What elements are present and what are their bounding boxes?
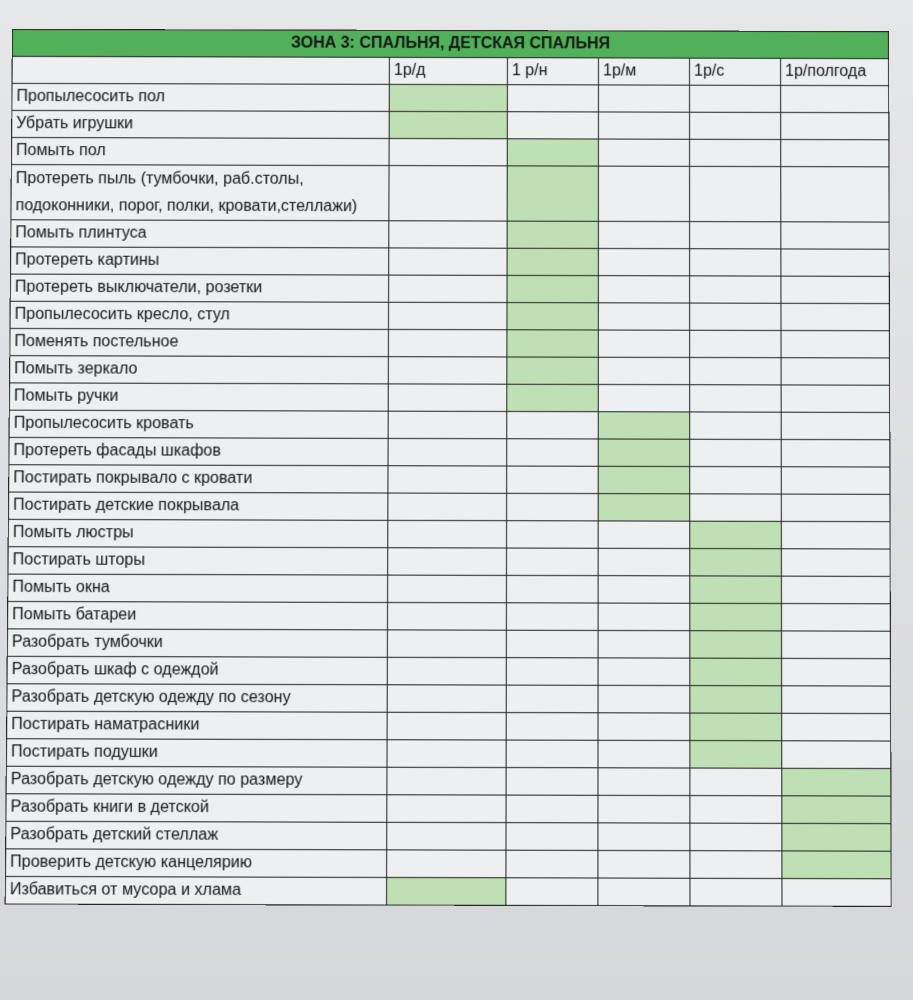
column-header-seasonal: 1р/с	[690, 58, 781, 85]
frequency-cell-weekly	[507, 85, 598, 112]
column-header-half-year: 1р/полгода	[781, 58, 889, 85]
table-row	[12, 83, 889, 112]
frequency-cell-weekly	[507, 384, 598, 411]
frequency-cell-daily	[387, 822, 506, 850]
frequency-cell-daily	[388, 329, 507, 357]
table-row	[9, 383, 889, 413]
task-list	[5, 83, 891, 906]
frequency-cell-monthly	[598, 548, 690, 576]
table-row	[8, 574, 891, 604]
table-row	[8, 492, 890, 522]
frequency-cell-half-year	[782, 713, 891, 741]
frequency-cell-weekly	[506, 768, 598, 796]
frequency-cell-half-year	[781, 112, 889, 139]
frequency-cell-weekly	[507, 139, 598, 166]
frequency-cell-seasonal	[690, 549, 782, 577]
table-row	[8, 519, 890, 549]
task-label: Помыть ручки	[9, 383, 388, 411]
table-row	[9, 410, 890, 440]
frequency-cell-seasonal	[690, 439, 782, 467]
frequency-cell-monthly	[598, 221, 689, 248]
frequency-cell-weekly	[507, 521, 599, 549]
frequency-cell-seasonal	[690, 851, 782, 879]
frequency-cell-half-year	[782, 631, 891, 659]
frequency-cell-half-year	[781, 222, 889, 249]
task-label: Разобрать детскую одежду по сезону	[7, 684, 387, 712]
frequency-cell-seasonal	[690, 521, 782, 549]
frequency-cell-daily	[387, 630, 506, 658]
table-row	[7, 601, 890, 631]
task-label: Помыть зеркало	[10, 356, 389, 384]
frequency-cell-seasonal	[690, 467, 782, 495]
table-row	[10, 356, 890, 386]
frequency-cell-half-year	[782, 741, 891, 769]
frequency-cell-seasonal	[690, 412, 782, 440]
frequency-cell-daily	[388, 575, 507, 603]
frequency-cell-daily	[389, 111, 507, 138]
frequency-cell-daily	[387, 657, 506, 685]
frequency-cell-seasonal	[690, 741, 782, 769]
frequency-cell-half-year	[781, 303, 889, 330]
frequency-cell-daily	[389, 166, 507, 222]
table-row	[9, 465, 890, 495]
frequency-cell-monthly	[598, 384, 689, 411]
frequency-cell-seasonal	[690, 385, 781, 412]
task-label: Убрать игрушки	[12, 110, 390, 138]
frequency-cell-daily	[387, 602, 506, 630]
frequency-cell-weekly	[506, 850, 598, 878]
frequency-cell-daily	[387, 740, 506, 768]
frequency-cell-monthly	[598, 494, 690, 522]
frequency-cell-half-year	[781, 439, 890, 467]
frequency-cell-monthly	[598, 85, 689, 112]
task-label: Пропылесосить кресло, стул	[10, 301, 389, 329]
frequency-cell-half-year	[782, 658, 891, 686]
frequency-cell-daily	[388, 520, 507, 548]
frequency-cell-weekly	[507, 112, 598, 139]
table-row	[6, 739, 890, 769]
frequency-cell-daily	[388, 357, 507, 385]
frequency-cell-daily	[389, 221, 507, 248]
column-header-weekly: 1 р/н	[507, 58, 598, 85]
task-label: Постирать покрывало с кровати	[9, 465, 388, 493]
frequency-cell-seasonal	[690, 249, 781, 276]
frequency-cell-monthly	[598, 823, 690, 851]
frequency-cell-half-year	[782, 768, 891, 796]
frequency-cell-seasonal	[690, 768, 782, 796]
frequency-cell-monthly	[598, 166, 689, 221]
table-row	[10, 247, 889, 276]
frequency-cell-weekly	[507, 275, 598, 302]
frequency-cell-half-year	[781, 576, 890, 604]
frequency-cell-daily	[387, 767, 506, 795]
frequency-cell-monthly	[598, 466, 690, 494]
frequency-cell-half-year	[781, 85, 889, 112]
frequency-cell-monthly	[598, 685, 690, 713]
frequency-cell-seasonal	[690, 713, 782, 741]
frequency-cell-half-year	[782, 823, 891, 851]
frequency-header-row	[12, 56, 889, 85]
frequency-cell-half-year	[781, 167, 889, 223]
frequency-cell-seasonal	[690, 576, 782, 604]
frequency-cell-half-year	[781, 494, 890, 522]
task-label: Помыть пол	[11, 137, 389, 165]
frequency-cell-monthly	[598, 248, 689, 275]
task-label: Протереть пыль (тумбочки, раб.столы, подоконники, порог, полки, кровати,стеллажи)	[11, 165, 389, 221]
frequency-cell-seasonal	[690, 658, 782, 686]
table-row	[7, 629, 890, 659]
frequency-cell-half-year	[782, 796, 891, 824]
frequency-cell-half-year	[781, 249, 889, 276]
frequency-cell-seasonal	[690, 686, 782, 714]
task-label: Помыть люстры	[8, 519, 388, 547]
task-label: Постирать подушки	[6, 739, 387, 768]
frequency-cell-seasonal	[690, 357, 781, 384]
frequency-cell-monthly	[598, 630, 690, 658]
table-row	[10, 301, 889, 331]
frequency-cell-weekly	[506, 603, 598, 631]
task-label: Разобрать книги в детской	[6, 794, 387, 823]
frequency-cell-weekly	[507, 411, 599, 439]
frequency-cell-half-year	[781, 139, 889, 166]
frequency-cell-half-year	[782, 878, 891, 906]
frequency-cell-half-year	[781, 358, 890, 386]
task-label: Протереть картины	[10, 247, 388, 275]
frequency-cell-monthly	[598, 412, 689, 440]
frequency-cell-weekly	[506, 740, 598, 768]
frequency-cell-seasonal	[690, 139, 781, 166]
table-row	[7, 684, 891, 714]
frequency-cell-half-year	[781, 412, 890, 440]
frequency-cell-daily	[389, 138, 507, 165]
frequency-cell-weekly	[506, 548, 598, 576]
frequency-cell-monthly	[598, 521, 690, 549]
frequency-cell-weekly	[507, 166, 598, 221]
frequency-cell-daily	[389, 84, 507, 111]
frequency-cell-seasonal	[690, 494, 782, 522]
frequency-cell-monthly	[598, 139, 689, 166]
frequency-cell-seasonal	[690, 85, 781, 112]
task-column-header	[12, 56, 389, 84]
frequency-cell-monthly	[598, 303, 689, 330]
task-label: Поменять постельное	[10, 328, 389, 356]
frequency-cell-weekly	[507, 439, 599, 467]
table-row	[11, 137, 889, 166]
frequency-cell-monthly	[598, 658, 690, 686]
table-row	[5, 876, 891, 906]
frequency-cell-weekly	[507, 248, 598, 275]
frequency-cell-seasonal	[690, 603, 782, 631]
frequency-cell-weekly	[506, 685, 598, 713]
frequency-cell-weekly	[506, 575, 598, 603]
frequency-cell-half-year	[781, 604, 890, 632]
task-label: Протереть фасады шкафов	[9, 437, 388, 465]
frequency-cell-weekly	[506, 630, 598, 658]
frequency-cell-weekly	[506, 658, 598, 686]
frequency-cell-half-year	[781, 467, 890, 495]
task-label: Постирать наматрасники	[7, 711, 388, 739]
frequency-cell-monthly	[598, 330, 689, 357]
frequency-cell-weekly	[506, 795, 598, 823]
task-label: Помыть батареи	[7, 601, 387, 629]
frequency-cell-daily	[388, 384, 507, 412]
table-row	[9, 437, 890, 467]
frequency-cell-daily	[388, 302, 507, 330]
frequency-cell-daily	[387, 850, 506, 878]
frequency-cell-monthly	[598, 795, 690, 823]
frequency-cell-daily	[389, 275, 507, 302]
frequency-cell-daily	[389, 248, 507, 275]
frequency-cell-monthly	[598, 276, 689, 303]
frequency-cell-seasonal	[690, 166, 781, 221]
table-row	[5, 849, 891, 879]
frequency-cell-weekly	[506, 878, 598, 906]
table-row	[10, 328, 890, 358]
frequency-cell-monthly	[598, 357, 689, 384]
task-label: Пропылесосить кровать	[9, 410, 388, 438]
frequency-cell-monthly	[598, 603, 690, 631]
frequency-cell-seasonal	[690, 303, 781, 330]
frequency-cell-monthly	[598, 850, 690, 878]
frequency-cell-daily	[388, 438, 507, 466]
frequency-cell-monthly	[598, 112, 689, 139]
frequency-cell-half-year	[781, 330, 890, 358]
task-label: Помыть окна	[8, 574, 388, 602]
frequency-cell-seasonal	[690, 796, 782, 824]
table-row	[12, 110, 889, 139]
frequency-cell-daily	[387, 877, 506, 905]
task-label: Разобрать тумбочки	[7, 629, 387, 657]
frequency-cell-daily	[387, 712, 506, 740]
frequency-cell-monthly	[598, 713, 690, 741]
frequency-cell-seasonal	[690, 112, 781, 139]
frequency-cell-daily	[388, 466, 507, 494]
frequency-cell-monthly	[598, 768, 690, 796]
frequency-cell-seasonal	[690, 276, 781, 303]
frequency-cell-weekly	[507, 221, 598, 248]
table-row	[8, 547, 890, 577]
frequency-cell-daily	[388, 548, 507, 576]
table-row	[6, 766, 891, 796]
table-row	[6, 821, 891, 851]
frequency-cell-weekly	[506, 713, 598, 741]
frequency-cell-daily	[387, 685, 506, 713]
column-header-monthly: 1р/м	[598, 58, 689, 85]
table-row	[7, 711, 891, 741]
task-label: Разобрать детский стеллаж	[6, 821, 387, 850]
task-label: Проверить детскую канцелярию	[5, 849, 386, 878]
table-row	[11, 165, 889, 223]
frequency-cell-weekly	[507, 357, 598, 384]
frequency-cell-seasonal	[690, 631, 782, 659]
frequency-cell-weekly	[507, 493, 599, 521]
frequency-cell-seasonal	[690, 330, 781, 357]
frequency-cell-seasonal	[690, 823, 782, 851]
frequency-cell-daily	[387, 795, 506, 823]
frequency-cell-monthly	[598, 439, 690, 467]
table-row	[6, 794, 891, 824]
frequency-cell-monthly	[598, 878, 690, 906]
frequency-cell-half-year	[781, 521, 890, 549]
task-label: Разобрать шкаф с одеждой	[7, 656, 387, 684]
task-label: Постирать шторы	[8, 547, 388, 575]
task-label: Постирать детские покрывала	[8, 492, 388, 520]
table-row	[7, 656, 891, 686]
task-label: Помыть плинтуса	[11, 220, 389, 248]
frequency-cell-half-year	[782, 686, 891, 714]
frequency-cell-weekly	[507, 466, 599, 494]
table-row	[10, 274, 889, 303]
zone-title: ЗОНА 3: СПАЛЬНЯ, ДЕТСКАЯ СПАЛЬНЯ	[12, 29, 888, 58]
cleaning-schedule-table	[5, 29, 892, 907]
frequency-cell-seasonal	[690, 222, 781, 249]
task-label: Избавиться от мусора и хлама	[5, 876, 386, 905]
frequency-cell-half-year	[782, 851, 891, 879]
task-label: Пропылесосить пол	[12, 83, 389, 111]
table-row	[11, 220, 889, 249]
frequency-cell-half-year	[781, 385, 890, 413]
frequency-cell-weekly	[507, 303, 598, 330]
frequency-cell-seasonal	[690, 878, 782, 906]
frequency-cell-half-year	[781, 276, 889, 303]
column-header-daily: 1р/д	[389, 57, 507, 84]
task-label: Протереть выключатели, розетки	[10, 274, 388, 302]
frequency-cell-monthly	[598, 740, 690, 768]
frequency-cell-monthly	[598, 576, 690, 604]
frequency-cell-half-year	[781, 549, 890, 577]
frequency-cell-weekly	[506, 823, 598, 851]
task-label: Разобрать детскую одежду по размеру	[6, 766, 387, 795]
frequency-cell-weekly	[507, 330, 598, 357]
frequency-cell-daily	[388, 411, 507, 439]
frequency-cell-daily	[388, 493, 507, 521]
